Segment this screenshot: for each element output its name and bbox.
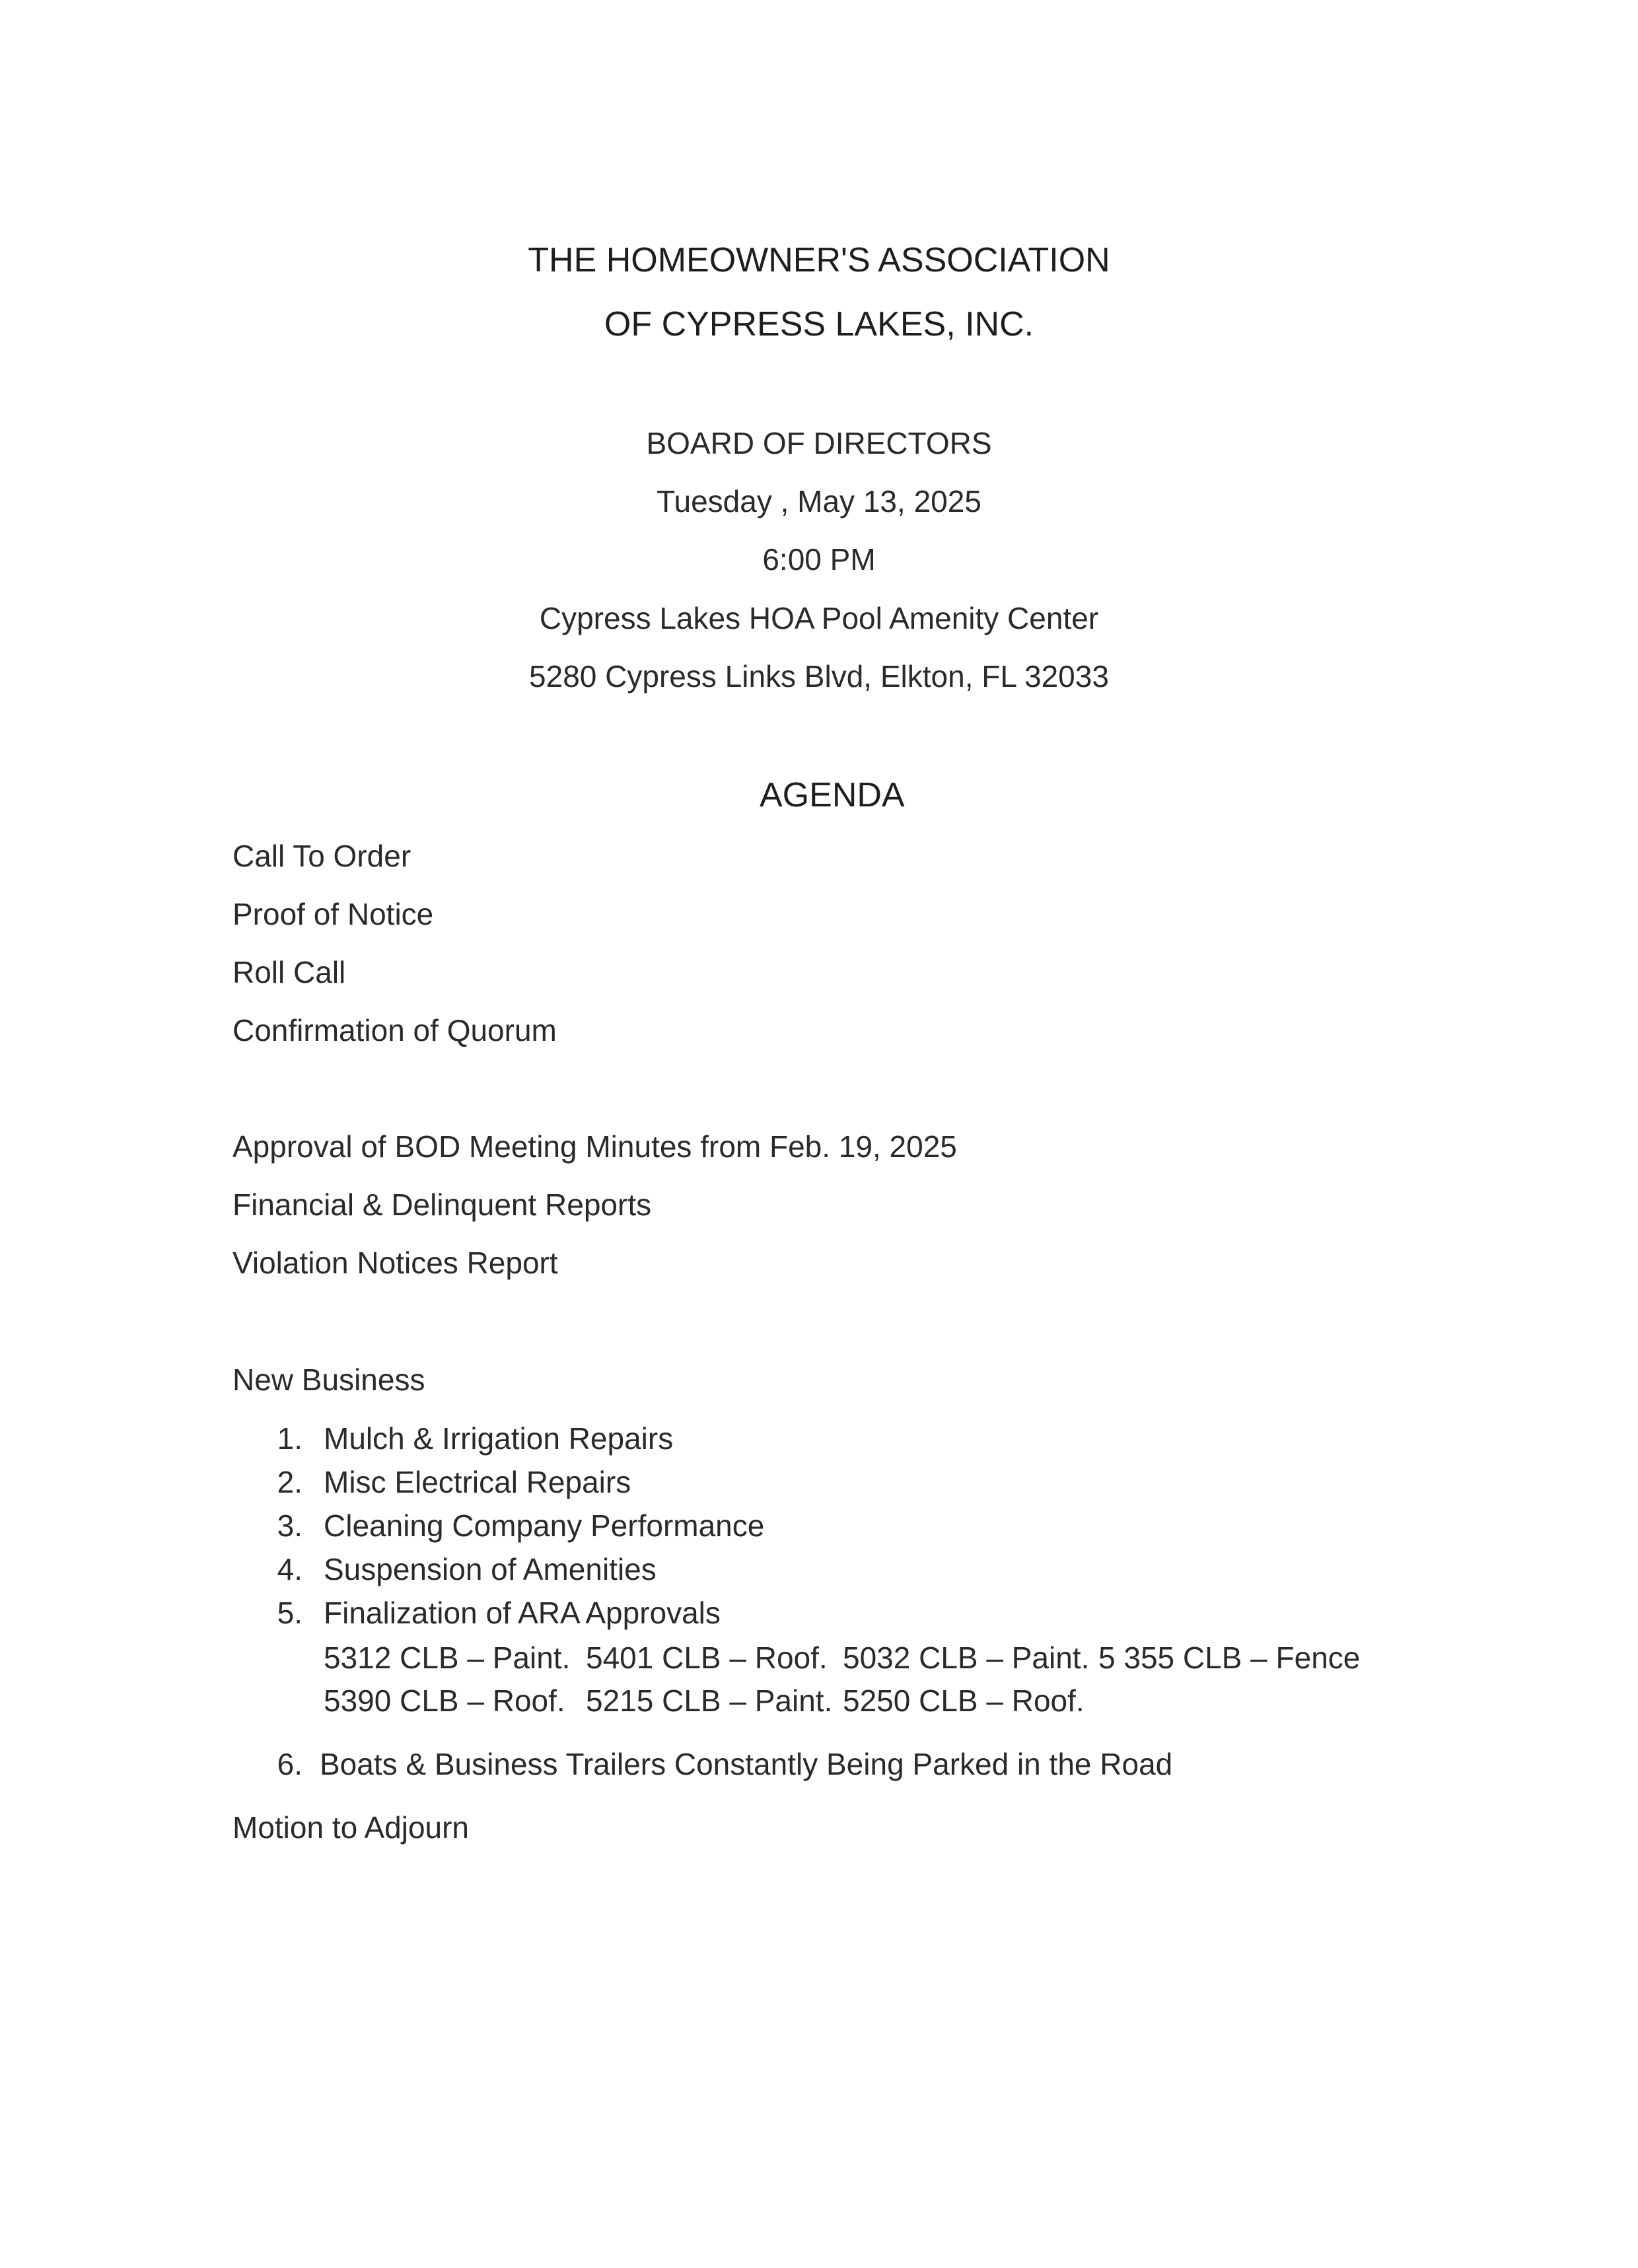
- agenda-item-minutes-approval: Approval of BOD Meeting Minutes from Feb. 19, 2025: [232, 1129, 957, 1164]
- org-name-line-2: OF CYPRESS LAKES, INC.: [604, 305, 1034, 343]
- ara-approval: 5401 CLB – Roof.: [586, 1641, 828, 1675]
- list-number: 5.: [277, 1596, 303, 1630]
- agenda-item-proof-of-notice: Proof of Notice: [232, 897, 434, 931]
- list-item: Boats & Business Trailers Constantly Being Parked in the Road: [320, 1747, 1173, 1781]
- new-business-heading: New Business: [232, 1363, 425, 1397]
- agenda-item-financial-reports: Financial & Delinquent Reports: [232, 1187, 652, 1222]
- ara-approval: 5312 CLB – Paint.: [324, 1641, 571, 1675]
- list-number: 2.: [277, 1465, 303, 1499]
- ara-approval: 5 355 CLB – Fence: [1098, 1641, 1361, 1675]
- agenda-item-violation-report: Violation Notices Report: [232, 1246, 558, 1280]
- agenda-item-roll-call: Roll Call: [232, 955, 346, 989]
- list-number: 4.: [277, 1552, 303, 1586]
- meeting-body: BOARD OF DIRECTORS: [646, 426, 992, 460]
- agenda-title: AGENDA: [760, 776, 905, 814]
- agenda-item-adjourn: Motion to Adjourn: [232, 1810, 470, 1845]
- list-item: Suspension of Amenities: [324, 1552, 657, 1586]
- ara-approval: 5032 CLB – Paint.: [843, 1641, 1090, 1675]
- list-item: Cleaning Company Performance: [324, 1508, 765, 1543]
- ara-approval: 5250 CLB – Roof.: [843, 1683, 1085, 1718]
- list-item: Mulch & Irrigation Repairs: [324, 1421, 674, 1456]
- agenda-item-quorum: Confirmation of Quorum: [232, 1013, 557, 1047]
- meeting-venue: Cypress Lakes HOA Pool Amenity Center: [539, 601, 1099, 635]
- list-item: Finalization of ARA Approvals: [324, 1596, 721, 1630]
- list-item: Misc Electrical Repairs: [324, 1465, 631, 1499]
- agenda-item-call-to-order: Call To Order: [232, 839, 411, 873]
- list-number: 3.: [277, 1508, 303, 1543]
- meeting-time: 6:00 PM: [762, 542, 876, 577]
- meeting-address: 5280 Cypress Links Blvd, Elkton, FL 32033: [529, 659, 1109, 693]
- org-name-line-1: THE HOMEOWNER'S ASSOCIATION: [528, 241, 1110, 279]
- list-number: 6.: [277, 1747, 303, 1781]
- meeting-date: Tuesday , May 13, 2025: [657, 484, 981, 518]
- list-number: 1.: [277, 1421, 303, 1456]
- ara-approval: 5390 CLB – Roof.: [324, 1683, 565, 1718]
- ara-approval: 5215 CLB – Paint.: [586, 1683, 833, 1718]
